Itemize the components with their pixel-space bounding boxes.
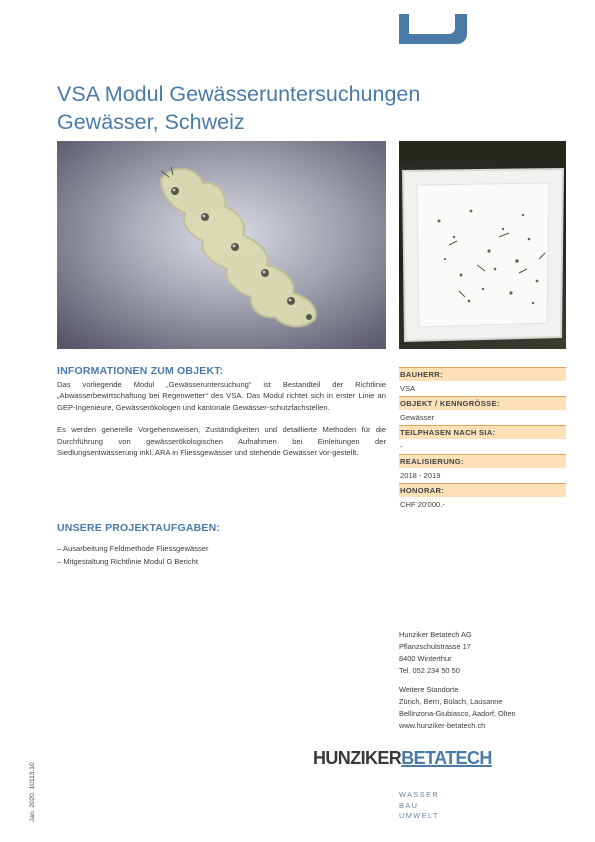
fact-value-teilphasen: - <box>400 442 403 451</box>
locations-line-2: Bellinzona-Giubiasco, Aadorf, Olten <box>399 709 516 718</box>
company-website[interactable]: www.hunziker-betatech.ch <box>399 721 486 730</box>
tasks-list <box>57 542 209 568</box>
fact-label-bauherr: BAUHERR: <box>399 367 566 381</box>
logo-part-betatech: BETATECH <box>401 748 492 768</box>
fact-value-honorar: CHF 20'000.- <box>400 500 445 509</box>
fact-value-bauherr: VSA <box>400 384 416 393</box>
project-facts-table <box>399 367 566 512</box>
info-text <box>57 379 386 469</box>
organism-illustration <box>57 141 386 349</box>
fact-label-teilphasen: TEILPHASEN NACH SIA: <box>399 425 566 439</box>
slogan-line-1: WASSER <box>399 790 440 799</box>
title-line-1: VSA Modul Gewässeruntersuchungen <box>57 82 421 106</box>
company-logo <box>313 748 513 770</box>
info-paragraph-2: Es werden generelle Vorgehensweisen, Zuständigkeiten und detaillierte Methoden für die Durchführung von gewässerökologischen Aufnahmen bei Einleitungen der Siedlungsentwässerung inkl. ARA in Fliessgewässer und stehende Gewässer vor-gestellt. <box>57 425 386 458</box>
slogan-line-2: BAU <box>399 800 419 810</box>
company-city: 8400 Winterthur <box>399 654 452 663</box>
locations-label: Weitere Standorte <box>399 685 459 694</box>
fact-value-objekt: Gewässer <box>400 413 435 422</box>
sample-tray-photo <box>399 141 566 349</box>
company-street: Pflanzschulstrasse 17 <box>399 642 471 651</box>
fact-label-realisierung: REALISIERUNG: <box>399 454 566 468</box>
company-phone: Tel. 052 234 50 50 <box>399 666 460 675</box>
task-item: – Mitgestaltung Richtlinie Modul G Bericht <box>57 557 198 566</box>
company-slogan <box>399 790 439 822</box>
slogan-line-3: UMWELT <box>399 811 439 820</box>
sample-tray-illustration <box>399 141 566 349</box>
locations-line-1: Zürich, Bern, Bülach, Lausanne <box>399 697 503 706</box>
corner-logo-mark <box>399 14 467 44</box>
task-item: – Ausarbeitung Feldmethode Fliessgewässer <box>57 544 209 553</box>
fact-label-objekt: OBJEKT / KENNGRÖSSE: <box>399 396 566 410</box>
tasks-heading: UNSERE PROJEKTAUFGABEN: <box>57 522 221 534</box>
page-title <box>57 80 420 136</box>
fact-label-honorar: HONORAR: <box>399 483 566 497</box>
company-name: Hunziker Betatech AG <box>399 630 472 639</box>
company-address <box>399 629 566 739</box>
organism-microscope-photo <box>57 141 386 349</box>
logo-part-hunziker: HUNZIKER <box>313 748 402 768</box>
document-date-reference: Jan. 2020, 10113.10 <box>29 762 36 822</box>
info-paragraph-1: Das vorliegende Modul „Gewässeruntersuchung“ ist Bestandteil der Richtlinie „Abwasserbewirtschaftung bei Regenwetter“ des VSA. Das Modul richtet sich in erster Linie an GEP-Ingenieure, Gewässerökologen und kantonale Gewässer-schutzfachstellen. <box>57 380 386 412</box>
title-line-2: Gewässer, Schweiz <box>57 110 245 134</box>
info-heading: INFORMATIONEN ZUM OBJEKT: <box>57 365 224 377</box>
fact-value-realisierung: 2018 - 2019 <box>400 471 441 480</box>
